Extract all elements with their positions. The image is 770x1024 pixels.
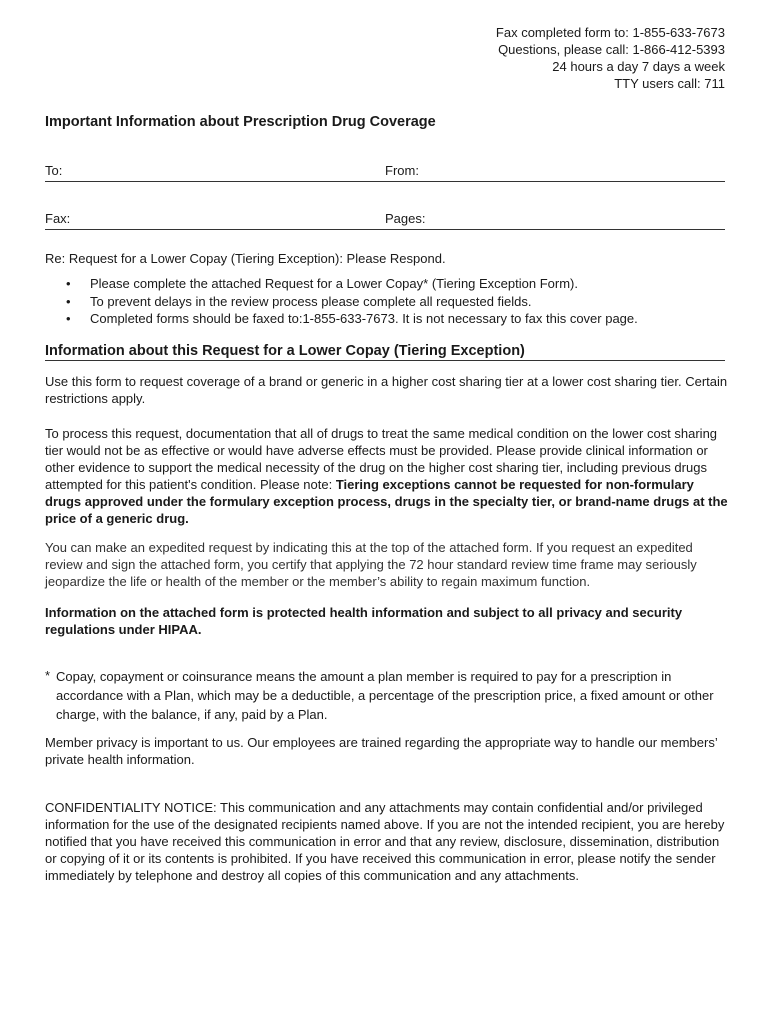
bullet-icon: • <box>66 276 71 291</box>
process-paragraph <box>45 425 730 527</box>
use-form-paragraph: Use this form to request coverage of a brand or generic in a higher cost sharing tier at a lower cost sharing tier. Certain restrictions apply. <box>45 374 728 406</box>
section-heading: Information about this Request for a Lower Copay (Tiering Exception) <box>45 343 725 361</box>
questions-phone-line: Questions, please call: 1-866-412-5393 <box>498 42 725 57</box>
to-field[interactable] <box>45 163 385 182</box>
privacy-paragraph: Member privacy is important to us. Our employees are trained regarding the appropriate way to handle our members’ private health information. <box>45 735 718 767</box>
fax-number-line: Fax completed form to: 1-855-633-7673 <box>495 25 725 40</box>
expedite-paragraph: You can make an expedited request by indicating this at the top of the attached form. If you request an expedited review and sign the attached form, you certify that applying the 72 hour standard review time frame may seriously jeopardize the life or health of the member or the member’s ability to regain maximum function. <box>45 540 697 589</box>
page-title: Important Information about Prescription Drug Coverage <box>45 114 436 130</box>
from-label: From: <box>385 163 419 178</box>
list-item-text: Please complete the attached Request for a Lower Copay* (Tiering Exception Form). <box>90 276 578 291</box>
list-item-text: To prevent delays in the review process please complete all requested fields. <box>90 293 532 309</box>
footnote-asterisk: * <box>45 668 51 683</box>
instruction-list <box>66 275 638 328</box>
to-from-row <box>45 163 725 183</box>
bullet-icon: • <box>66 311 71 326</box>
pages-field[interactable] <box>385 211 725 230</box>
tty-line: TTY users call: 711 <box>614 76 725 91</box>
pages-label: Pages: <box>385 211 426 226</box>
copay-footnote-text: Copay, copayment or coinsurance means the amount a plan member is required to pay for a prescription in accordance with a Plan, which may be a deductible, a percentage of the prescription price, a fixed amount or other charge, with the balance, if any, paid by a Plan. <box>56 669 714 722</box>
fax-label: Fax: <box>45 211 71 226</box>
confidentiality-notice: CONFIDENTIALITY NOTICE: This communication and any attachments may contain confidential and/or privileged information for the use of the designated recipients named above. If you are not the intended recipient, you are hereby notified that you have received this communication in error and that any review, disclosure, dissemination, distribution or copying of it or its contents is prohibited. If you have received this communication in error, please notify the sender immediately by telephone and destroy all copies of this communication and any attachments. <box>45 800 725 883</box>
contact-header <box>496 24 725 92</box>
list-item <box>66 293 638 311</box>
copay-footnote <box>45 667 735 724</box>
hipaa-paragraph: Information on the attached form is protected health information and subject to all privacy and security regulations under HIPAA. <box>45 605 683 637</box>
process-paragraph-bold: Tiering exceptions cannot be requested for non-formulary drugs approved under the formulary exception process, drugs in the specialty tier, or brand-name drugs at the price of a generic drug. <box>45 477 728 526</box>
process-paragraph-text: To process this request, documentation that all of drugs to treat the same medical condition on the lower cost sharing tier would not be as effective or would have adverse effects must be provided. Please provide clinical information or other evidence to support the medical necessity of the drug on the higher cost sharing tier, including previous drugs attempted for this patient's condition. Please note: <box>45 426 718 492</box>
from-field[interactable] <box>385 163 725 182</box>
list-item-text: Completed forms should be faxed to:1-855-633-7673. It is not necessary to fax this cover page. <box>90 311 638 326</box>
to-label: To: <box>45 163 63 178</box>
bullet-icon: • <box>66 293 71 309</box>
fax-field[interactable] <box>45 211 385 230</box>
subject-line: Re: Request for a Lower Copay (Tiering Exception): Please Respond. <box>45 251 446 266</box>
fax-pages-row <box>45 211 725 231</box>
list-item <box>66 275 638 293</box>
hours-line: 24 hours a day 7 days a week <box>552 59 725 74</box>
list-item <box>66 310 638 328</box>
